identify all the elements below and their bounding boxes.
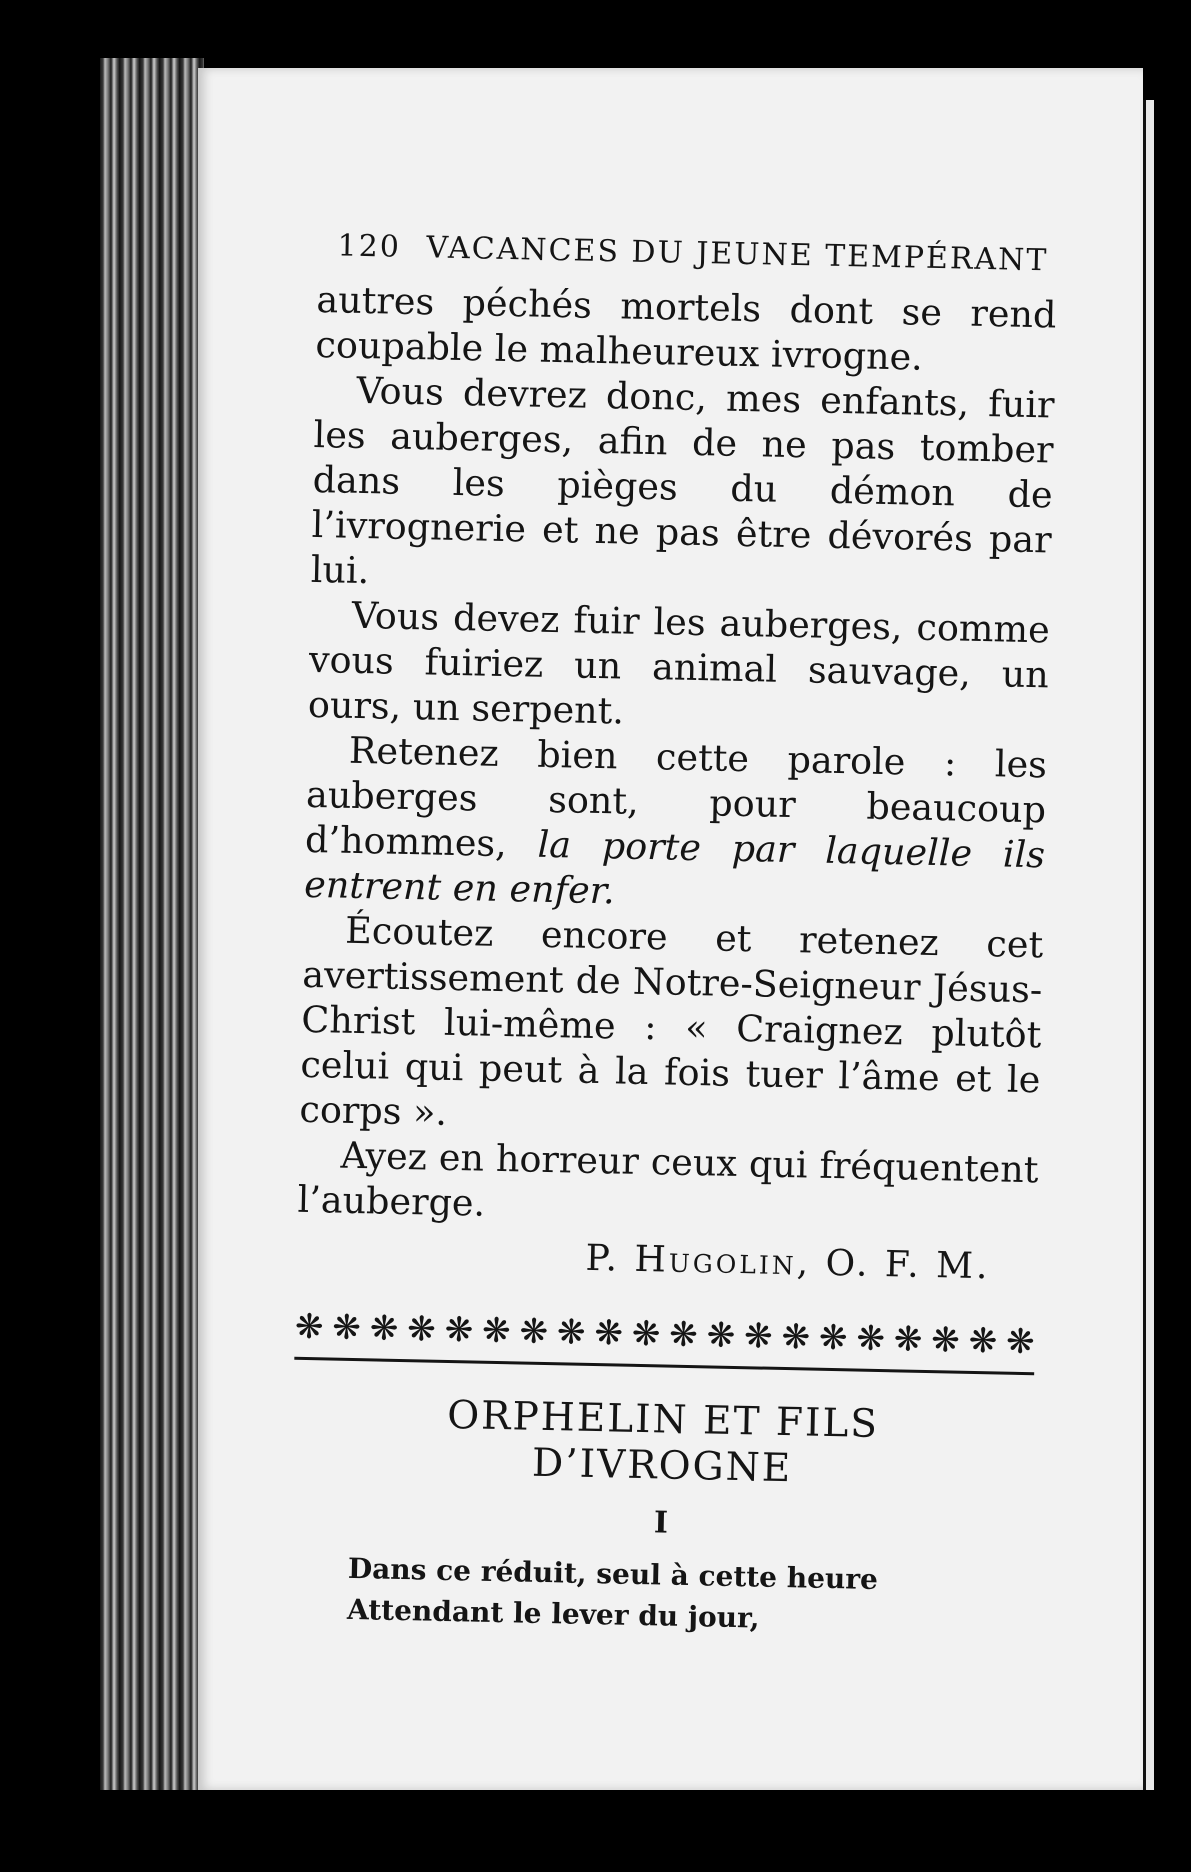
paragraph: Écoutez encore et retenez cet avertissement de Notre-Seigneur Jésus-Christ lui-même : « Craignez plutôt celui qui peut à la fois tuer l’âme et le corps ». <box>299 908 1044 1134</box>
verse-line: Dans ce réduit, seul à cette heure <box>347 1551 879 1597</box>
ornament-glyph: ❋ <box>294 1306 324 1348</box>
ornament-glyph: ❋ <box>631 1313 661 1355</box>
ornament-glyph: ❋ <box>930 1320 961 1361</box>
body-text <box>297 277 1057 1237</box>
ornament-glyph: ❋ <box>331 1307 362 1349</box>
ornament-glyph: ❋ <box>818 1317 848 1359</box>
poem-title-line: D’IVROGNE <box>531 1440 793 1492</box>
retenez-italic: la porte par laquelle ils entrent en enfer. <box>303 822 1046 913</box>
ornament-glyph: ❋ <box>893 1319 923 1360</box>
ornament-glyph: ❋ <box>1005 1321 1036 1363</box>
ornament-glyph: ❋ <box>481 1310 512 1352</box>
stanza-number: I <box>653 1505 669 1541</box>
ornament-glyph: ❋ <box>556 1312 586 1353</box>
ornament-glyph: ❋ <box>856 1318 886 1360</box>
poem-title-line: ORPHELIN ET FILS <box>446 1392 880 1448</box>
retenez-text: Retenez bien cette parole : les auberges sont, pour beaucoup d’hommes, <box>304 728 1048 866</box>
ornament-glyph: ❋ <box>519 1311 549 1353</box>
ornament-glyph: ❋ <box>593 1313 624 1354</box>
author-signature: P. Hugolin, O. F. M. <box>585 1237 991 1288</box>
verse-line: Attendant le lever du jour, <box>346 1592 760 1635</box>
book-page-edges <box>100 58 204 1793</box>
paragraph: Ayez en horreur ceux qui fréquentent l’auberge. <box>297 1133 1039 1225</box>
running-title: VACANCES DU JEUNE TEMPÉRANT <box>426 230 1049 279</box>
ornament-glyph: ❋ <box>706 1315 736 1356</box>
ornament-glyph: ❋ <box>668 1314 699 1356</box>
paragraph: autres péchés mortels dont se rend coupable le malheureux ivrogne. <box>315 277 1057 379</box>
paragraph: Vous devez fuir les auberges, comme vous fuiriez un animal sauvage, un ours, un serpent. <box>307 593 1051 733</box>
ornament-glyph: ❋ <box>968 1320 998 1362</box>
page-content <box>289 228 1058 1644</box>
ornamental-divider <box>294 1307 1035 1375</box>
poem-title <box>292 1390 1034 1497</box>
ornament-glyph: ❋ <box>781 1316 811 1358</box>
scan-background <box>0 1790 1191 1872</box>
page-number: 120 <box>337 228 402 265</box>
ornament-glyph: ❋ <box>444 1309 474 1351</box>
facing-page-edge <box>1143 100 1154 1790</box>
ornament-glyph: ❋ <box>406 1309 437 1350</box>
ornament-glyph: ❋ <box>743 1316 774 1357</box>
poem-verse <box>347 1548 1031 1644</box>
paragraph: Vous devrez donc, mes enfants, fuir les auberges, afin de ne pas tomber dans les pièges du démon de l’ivrognerie et ne pas être dévorés par lui. <box>310 368 1055 593</box>
paragraph-retenez <box>304 727 1048 922</box>
ornament-glyph: ❋ <box>369 1308 399 1349</box>
